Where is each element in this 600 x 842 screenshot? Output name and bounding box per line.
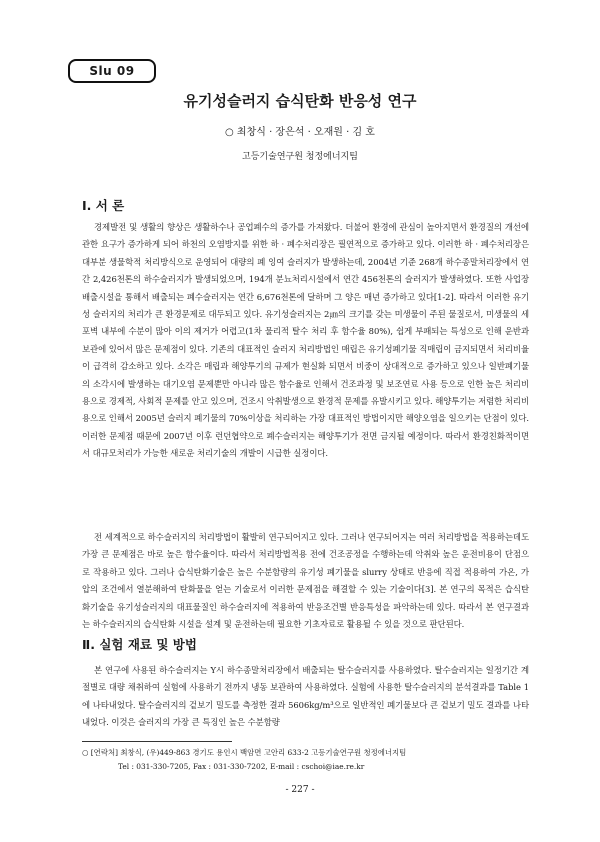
methods-paragraph-1: 본 연구에 사용된 하수슬러지는 Y시 하수종말처리장에서 배출되는 탈수슬러지를 사용하였다. 탈수슬러지는 일정기간 계절별로 대량 채취하여 실험에 사용하기 전까지 냉동 보관하여 사용하였다. 실험에 사용한 탈수슬러지의 분석결과를 Table 1에 나타내었다. 탈수슬러지의 겉보기 밀도를 측정한 결과 5606kg/m³으로 일반적인 폐기물보다 큰 겉보기 밀도 결과를 나타내었다. 이것은 슬러지의 가장 큰 특징인 높은 수분함량 — [82, 665, 529, 728]
footnote-divider — [82, 741, 232, 742]
intro-paragraph-2: 전 세계적으로 하수슬러지의 처리방법이 활발히 연구되어지고 있다. 그러나 연구되어지는 여러 처리방법을 적용하는데도 가장 큰 문제점은 바로 높은 함수율이다. 따라서 처리방법적용 전에 건조공정을 수행하는데 악취와 높은 운전비용이 단점으로 작용하고 있다. 그러나 습식탄화기술은 높은 수분함량의 유기성 폐기물을 slurry 상태로 반응에 직접 적용하여 가온, 가압의 조건에서 열분해하여 탄화물을 얻는 기술로서 이러한 문제점을 해결할 수 있는 기술이다[3]. 본 연구의 목적은 습식탄화기술을 유기성슬러지의 대표물질인 하수슬러지에 적용하여 반응조건별 반응특성을 파악하는데 있다. 따라서 본 연구결과는 하수슬러지의 습식탄화 시설을 설계 및 운전하는데 필요한 기초자료로 활용될 수 있을 것으로 판단된다. — [82, 532, 529, 630]
intro-paragraph-1: 경제발전 및 생활의 향상은 생활하수나 공업폐수의 증가를 가져왔다. 더불어 환경에 관심이 높아지면서 환경질의 개선에 관한 요구가 증가하게 되어 하천의 오염방지를 위한 하 · 폐수처리장은 필연적으로 증가하고 있다. 이러한 하 · 폐수처리장은 대부분 생물학적 처리방식으로 운영되어 대량의 폐 잉여 슬러지가 발생하는데, 2004년 기준 268개 하수종말처리장에서 연간 2,426천톤의 하수슬러지가 발생되었으며, 194개 분뇨처리시설에서 연간 456천톤의 슬러지가 발생하였다. 또한 사업장배출시설을 통해서 배출되는 폐수슬러지는 연간 6,676천톤에 달하며 그 양은 매년 증가하고 있다[1-2]. 따라서 이러한 유기성 슬러지의 처리가 큰 환경문제로 대두되고 있다. 유기성슬러지는 2㎛의 크기를 갖는 미생물이 주된 물질로서, 미생물의 세포벽 내부에 수분이 많아 이의 제거가 어렵고(1차 물리적 탈수 처리 후 함수율 80%), 쉽게 부패되는 특성으로 인해 운반과 보관에 있어서 많은 문제점이 있다. 기존의 대표적인 슬러지 처리방법인 매립은 유기성폐기물 직매립이 금지되면서 처리비율이 급격히 감소하고 있다. 소각은 매립과 해양투기의 규제가 현실화 되면서 비중이 상대적으로 증가하고 있으나 일반폐기물의 소각시에 발생하는 대기오염 문제뿐만 아니라 많은 함수율로 인해서 건조과정 및 보조연료 사용 등으로 인한 높은 처리비용으로 경제적, 사회적 문제를 안고 있으며, 건조시 악취발생으로 환경적 문제를 유발시키고 있다. 해양투기는 저렴한 처리비용으로 인해서 2005년 슬러지 폐기물의 70%이상을 처리하는 가장 대표적인 방법이지만 해양오염을 일으키는 단점이 있다. 이러한 문제점 때문에 2007년 이후 런던협약으로 폐수슬러지는 해양투기가 전면 금지될 예정이다. 따라서 환경친화적이면서 대규모처리가 가능한 새로운 처리기술의 개발이 시급한 실정이다. — [82, 222, 529, 459]
author-list: ○ 최창식 · 장은석 · 오재원 · 김 호 — [225, 127, 375, 138]
footnote — [82, 746, 529, 774]
affiliation: 고등기술연구원 청정에너지팀 — [242, 152, 358, 162]
session-tag: Slu 09 — [68, 59, 156, 83]
paper-title: 유기성슬러지 습식탄화 반응성 연구 — [183, 92, 417, 110]
footnote-contact: Tel : 031-330-7205, Fax : 031-330-7202, E-mail : cschoi@iae.re.kr — [118, 762, 365, 771]
section-heading-introduction: Ⅰ. 서 론 — [82, 198, 125, 213]
section-heading-methods: Ⅱ. 실험 재료 및 방법 — [82, 637, 197, 652]
footnote-author: ○ [연락처] 최창식, (우)449-863 경기도 용인시 백암면 고안리 633-2 고등기술연구원 청정에너지팀 — [82, 748, 407, 757]
page-number: - 227 - — [285, 785, 315, 795]
